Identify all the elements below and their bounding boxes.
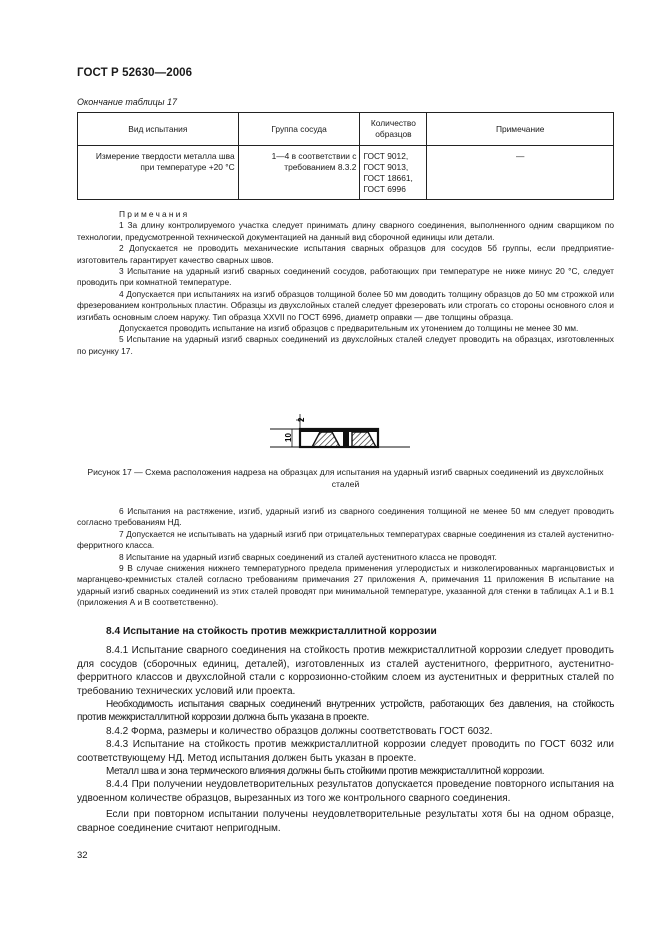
- section-title: 8.4 Испытание на стойкость против межкристаллитной коррозии: [106, 626, 437, 637]
- cell-group: 1—4 в соответствии с требованием 8.3.2: [238, 146, 360, 200]
- section-paragraph: 8.4.3 Испытание на стойкость против межкристаллитной коррозии следует проводить по ГОСТ 6032 или соответствующему НД. Метод испытания должен быть указан в проекте.: [77, 739, 614, 764]
- test-table: [77, 112, 614, 200]
- section-paragraph: 8.4.2 Форма, размеры и количество образцов должны соответствовать ГОСТ 6032.: [106, 725, 493, 737]
- count-line: ГОСТ 9013,: [363, 162, 409, 172]
- table-caption: Окончание таблицы 17: [77, 97, 177, 107]
- note-item: 3 Испытание на ударный изгиб сварных соединений сосудов, работающих при температуре не ниже минус 20 °С, следует проводить при комнатной температуре.: [77, 266, 614, 288]
- cell-test: Измерение твердости металла шва при температуре +20 °С: [78, 146, 239, 200]
- note-item: 5 Испытание на ударный изгиб сварных соединений из двухслойных сталей следует проводить на образцах, изготовленных по рисунку 17.: [77, 334, 614, 356]
- notes-continued: [77, 506, 614, 609]
- page-number: 32: [77, 850, 88, 861]
- count-line: ГОСТ 6996: [363, 184, 406, 194]
- note-item: 6 Испытания на растяжение, изгиб, ударный изгиб из сварного соединения толщиной не менее 50 мм следует проводить согласно требованиям НД.: [77, 506, 614, 528]
- note-item: 9 В случае снижения нижнего температурного предела применения углеродистых и низколегированных марганцовистых и марганцево-кремнистых сталей согласно требованиям примечания 27 приложения А, примечания 11 приложения В испытание на ударный изгиб сварных соединений из этих сталей проводят при минимальной температуре, указанной для стенки в таблицах А.1 и В.1 (приложения А и В соответственно).: [77, 563, 614, 608]
- document-code: ГОСТ Р 52630—2006: [77, 67, 193, 79]
- note-item: 2 Допускается не проводить механические испытания сварных образцов для сосудов 5б группы, если предприятие-изготовитель гарантирует качество сварных швов.: [77, 243, 614, 265]
- notes-block: [77, 209, 614, 357]
- section-paragraph: 8.4.4 При получении неудовлетворительных результатов допускается проведение повторного испытания на удвоенном количестве образцов, вырезанных из того же контрольного сварного соединения.: [77, 779, 614, 804]
- col-header-test: Вид испытания: [78, 113, 239, 146]
- dim-top-label: 2: [297, 417, 306, 422]
- notch-mark: [343, 432, 349, 447]
- weld-right: [352, 432, 376, 447]
- figure-caption: Рисунок 17 — Схема расположения надреза на образцах для испытания на ударный изгиб сварных соединений из двухслойных сталей: [87, 467, 604, 489]
- cell-note: —: [427, 146, 614, 200]
- col-header-count: Количество образцов: [360, 113, 427, 146]
- weld-left: [312, 432, 340, 447]
- notes-title: Примечания: [119, 209, 190, 219]
- section-8-4: [77, 625, 614, 835]
- note-item: 4 Допускается при испытаниях на изгиб образцов толщиной более 50 мм доводить толщину образцов до 50 мм строжкой или фрезерованием контрольных пластин. Образцы из двухслойных сталей следует фрезеровать или строгать со стороны основного слоя и изгибать основным слоем наружу. Тип образца XXVII по ГОСТ 6996, диаметр оправки — две толщины образца.: [77, 288, 614, 322]
- table-row: [78, 146, 614, 200]
- table-header-row: [78, 113, 614, 146]
- col-header-note: Примечание: [427, 113, 614, 146]
- notch-specimen-figure: [270, 410, 410, 450]
- section-paragraph: Металл шва и зона термического влияния должны быть стойкими против межкристаллитной коррозии.: [106, 766, 545, 778]
- section-paragraph: Если при повторном испытании получены неудовлетворительные результаты хотя бы на одном образце, сварное соединение считают непригодным.: [77, 809, 614, 834]
- dim-side-label: 10: [284, 433, 293, 442]
- count-line: ГОСТ 18661,: [363, 173, 413, 183]
- note-item: 1 За длину контролируемого участка следует принимать длину сварного соединения, выполненного одним сварщиком по технологии, предусмотренной технической документацией на данный вид сборочной единицы или детали.: [77, 220, 614, 242]
- note-item: 7 Допускается не испытывать на ударный изгиб при отрицательных температурах сварные соединения из сталей аустенитно-ферритного класса.: [77, 528, 614, 551]
- section-paragraph: Необходимость испытания сварных соединений внутренних устройств, работающих без давления, на стойкость против межкристаллитной коррозии должна быть указана в проекте.: [77, 699, 614, 724]
- note-item: Допускается проводить испытание на изгиб образцов с предварительным их утонением до толщины не менее 30 мм.: [119, 323, 579, 334]
- section-paragraph: 8.4.1 Испытание сварного соединения на стойкость против межкристаллитной коррозии следует проводить для сосудов (сборочных единиц, деталей), изготовленных из сталей аустенитного, ферритного, аустенитно-ферритного классов и двухслойной стали с коррозионно-стойким слоем из аустенитных и ферритных сталей по требованию технических условий или проекта.: [77, 645, 614, 697]
- note-item: 8 Испытание на ударный изгиб сварных соединений из сталей аустенитного класса не проводят.: [119, 551, 497, 562]
- count-line: ГОСТ 9012,: [363, 151, 409, 161]
- cell-count: [360, 146, 427, 200]
- col-header-group: Группа сосуда: [238, 113, 360, 146]
